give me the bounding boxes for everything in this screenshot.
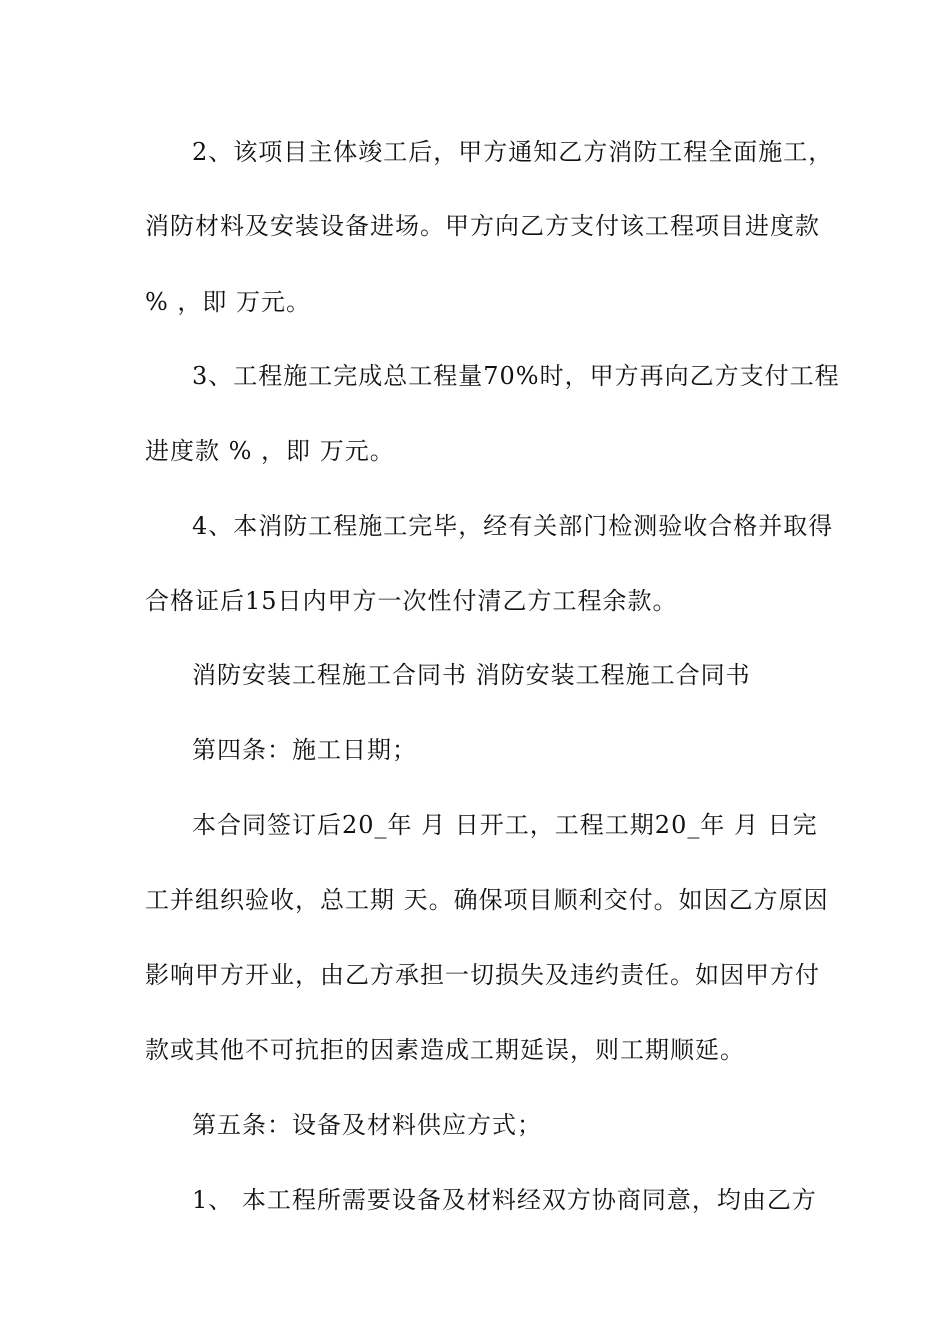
paragraph-2-line-3: % ，即 万元。 bbox=[145, 288, 312, 316]
article-4-line-1: 本合同签订后20_年 月 日开工，工程工期20_年 月 日完 bbox=[192, 811, 818, 839]
article-5-heading: 第五条：设备及材料供应方式； bbox=[192, 1111, 542, 1139]
article-5-item-1: 1、 本工程所需要设备及材料经双方协商同意，均由乙方 bbox=[192, 1186, 817, 1214]
paragraph-3-line-1: 3、工程施工完成总工程量70%时，甲方再向乙方支付工程 bbox=[192, 362, 840, 390]
paragraph-3-line-2: 进度款 % ，即 万元。 bbox=[145, 437, 395, 465]
paragraph-2-line-1: 2、该项目主体竣工后，甲方通知乙方消防工程全面施工， bbox=[192, 138, 834, 166]
paragraph-4-line-1: 4、本消防工程施工完毕，经有关部门检测验收合格并取得 bbox=[192, 512, 834, 540]
paragraph-2-line-2: 消防材料及安装设备进场。甲方向乙方支付该工程项目进度款 bbox=[145, 212, 820, 240]
repeated-title: 消防安装工程施工合同书 消防安装工程施工合同书 bbox=[192, 661, 751, 689]
article-4-line-3: 影响甲方开业，由乙方承担一切损失及违约责任。如因甲方付 bbox=[145, 961, 820, 989]
paragraph-4-line-2: 合格证后15日内甲方一次性付清乙方工程余款。 bbox=[145, 587, 678, 615]
article-4-line-2: 工并组织验收，总工期 天。确保项目顺利交付。如因乙方原因 bbox=[145, 886, 829, 914]
article-4-line-4: 款或其他不可抗拒的因素造成工期延误，则工期顺延。 bbox=[145, 1036, 745, 1064]
article-4-heading: 第四条：施工日期； bbox=[192, 736, 417, 764]
